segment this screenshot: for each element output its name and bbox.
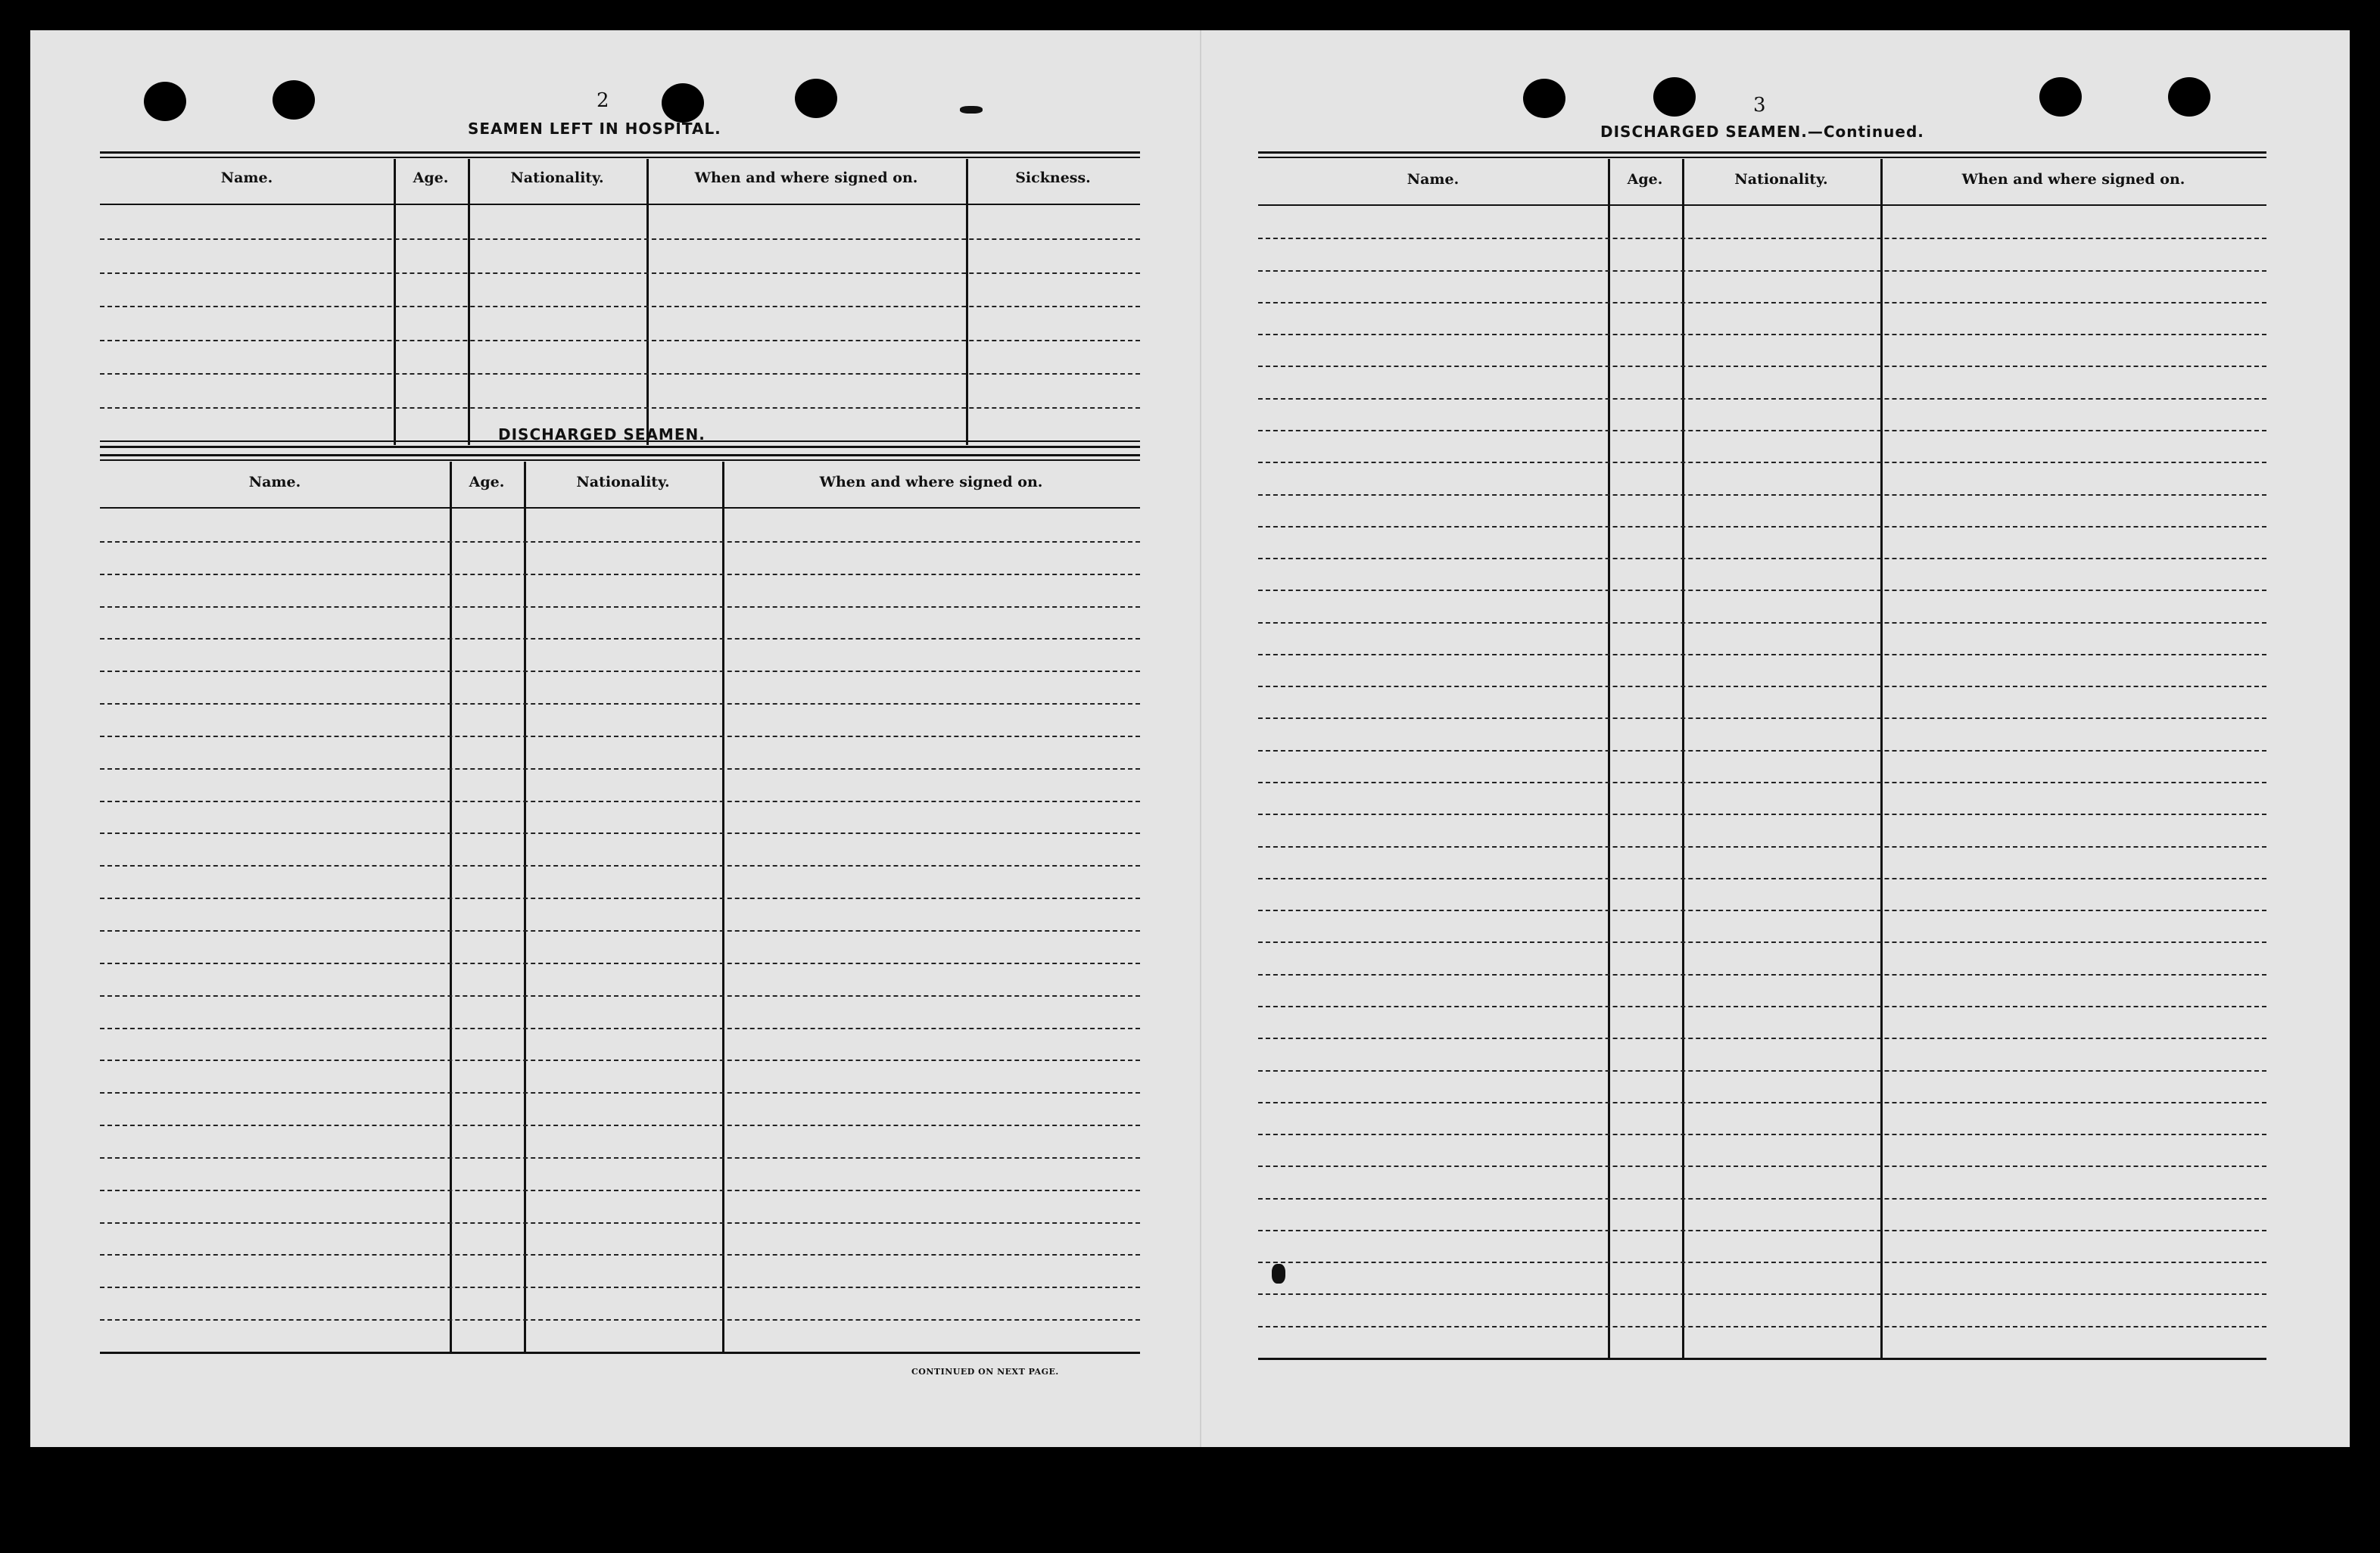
punch-hole [662,83,704,123]
table-row [100,898,1140,899]
table-row [1258,654,2266,655]
hospital-section-title: SEAMEN LEFT IN HOSPITAL. [468,120,721,138]
table-row [1258,590,2266,591]
punch-hole [273,80,315,120]
continued-bottom-rule [1258,1358,2266,1360]
table-row [100,1157,1140,1159]
discharged-section-title: DISCHARGED SEAMEN. [498,425,706,443]
table-row [1258,1198,2266,1200]
discharged-col-divider [524,462,526,1352]
table-row [1258,1326,2266,1327]
table-row [1258,1102,2266,1103]
page-number-right: 3 [1753,94,1766,117]
discharged-continued-title: DISCHARGED SEAMEN.—Continued. [1600,123,1924,141]
table-row [1258,270,2266,272]
form-sheet [30,30,2350,1447]
table-row [100,995,1140,997]
table-row [100,963,1140,964]
discharged-col-age: Age. [469,474,505,490]
table-row [100,801,1140,802]
table-row [100,1319,1140,1321]
continued-col-divider [1682,159,1684,1358]
hospital-top-rule [100,151,1140,154]
discharged-col-divider [450,462,452,1352]
table-row [1258,238,2266,239]
page-fold [1200,30,1201,1447]
table-row [1258,494,2266,496]
discharged-top-rule [100,454,1140,456]
table-row [1258,686,2266,687]
table-row [1258,750,2266,752]
table-row [1258,814,2266,815]
table-row [100,671,1140,672]
continued-col-nationality: Nationality. [1734,171,1828,188]
table-row [1258,526,2266,528]
table-row [100,736,1140,737]
table-row [1258,1070,2266,1072]
table-row [100,407,1140,409]
ink-smudge [1272,1264,1285,1284]
continued-note: CONTINUED ON NEXT PAGE. [911,1367,1059,1377]
discharged-col-divider [722,462,724,1352]
table-row [100,833,1140,834]
continued-col-signed-on: When and where signed on. [1961,171,2185,188]
punch-hole [144,82,186,121]
table-row [100,1190,1140,1191]
discharged-top-rule-2 [100,459,1140,461]
table-row [1258,846,2266,848]
punch-hole [2168,77,2210,117]
table-row [1258,1006,2266,1007]
continued-col-divider [1608,159,1610,1358]
table-row [100,541,1140,543]
table-row [1258,302,2266,303]
table-row [1258,622,2266,624]
table-row [100,703,1140,705]
table-row [100,306,1140,307]
table-row [100,1222,1140,1224]
table-row [100,340,1140,341]
hospital-header-rule [100,204,1140,205]
discharged-col-nationality: Nationality. [576,474,670,490]
discharged-header-rule [100,507,1140,509]
table-row [100,1287,1140,1288]
table-row [100,373,1140,375]
table-row [1258,974,2266,976]
table-row [1258,366,2266,367]
table-row [1258,910,2266,911]
table-row [1258,462,2266,463]
continued-col-divider [1880,159,1883,1358]
punch-hole [1653,77,1696,117]
punch-hole [1523,79,1565,118]
table-row [1258,398,2266,400]
continued-top-rule-2 [1258,157,2266,158]
table-row [100,574,1140,575]
discharged-col-signed-on: When and where signed on. [819,474,1043,490]
table-row [1258,717,2266,719]
table-row [100,1028,1140,1029]
table-row [1258,941,2266,943]
table-row [1258,430,2266,431]
hospital-col-name: Name. [220,170,273,186]
hospital-col-divider [646,159,649,445]
table-row [100,1254,1140,1256]
continued-header-rule [1258,204,2266,206]
table-row [100,1125,1140,1126]
table-row [1258,334,2266,335]
table-row [1258,1166,2266,1167]
table-row [100,768,1140,770]
hospital-col-signed-on: When and where signed on. [694,170,918,186]
table-row [100,865,1140,867]
hospital-top-rule-2 [100,157,1140,158]
table-row [100,1060,1140,1061]
table-row [1258,558,2266,559]
hospital-col-nationality: Nationality. [510,170,604,186]
hospital-bottom-rule-2 [100,446,1140,448]
continued-top-rule [1258,151,2266,154]
discharged-col-name: Name. [248,474,301,490]
continued-col-name: Name. [1407,171,1459,188]
hospital-col-sickness: Sickness. [1015,170,1091,186]
table-row [100,930,1140,932]
table-row [1258,878,2266,879]
page-number-left: 2 [597,89,609,112]
discharged-bottom-rule [100,1352,1140,1354]
table-row [1258,782,2266,783]
punch-hole [795,79,837,118]
table-row [100,272,1140,274]
table-row [1258,1293,2266,1295]
table-row [100,638,1140,640]
ink-smudge [960,106,983,114]
table-row [1258,1038,2266,1039]
table-row [1258,1262,2266,1263]
table-row [1258,1134,2266,1135]
table-row [100,1092,1140,1094]
hospital-col-divider [966,159,968,445]
table-row [100,606,1140,608]
hospital-col-divider [394,159,396,445]
table-row [100,238,1140,240]
hospital-col-age: Age. [413,170,449,186]
punch-hole [2039,77,2082,117]
hospital-col-divider [468,159,470,445]
continued-col-age: Age. [1627,171,1663,188]
table-row [1258,1230,2266,1231]
